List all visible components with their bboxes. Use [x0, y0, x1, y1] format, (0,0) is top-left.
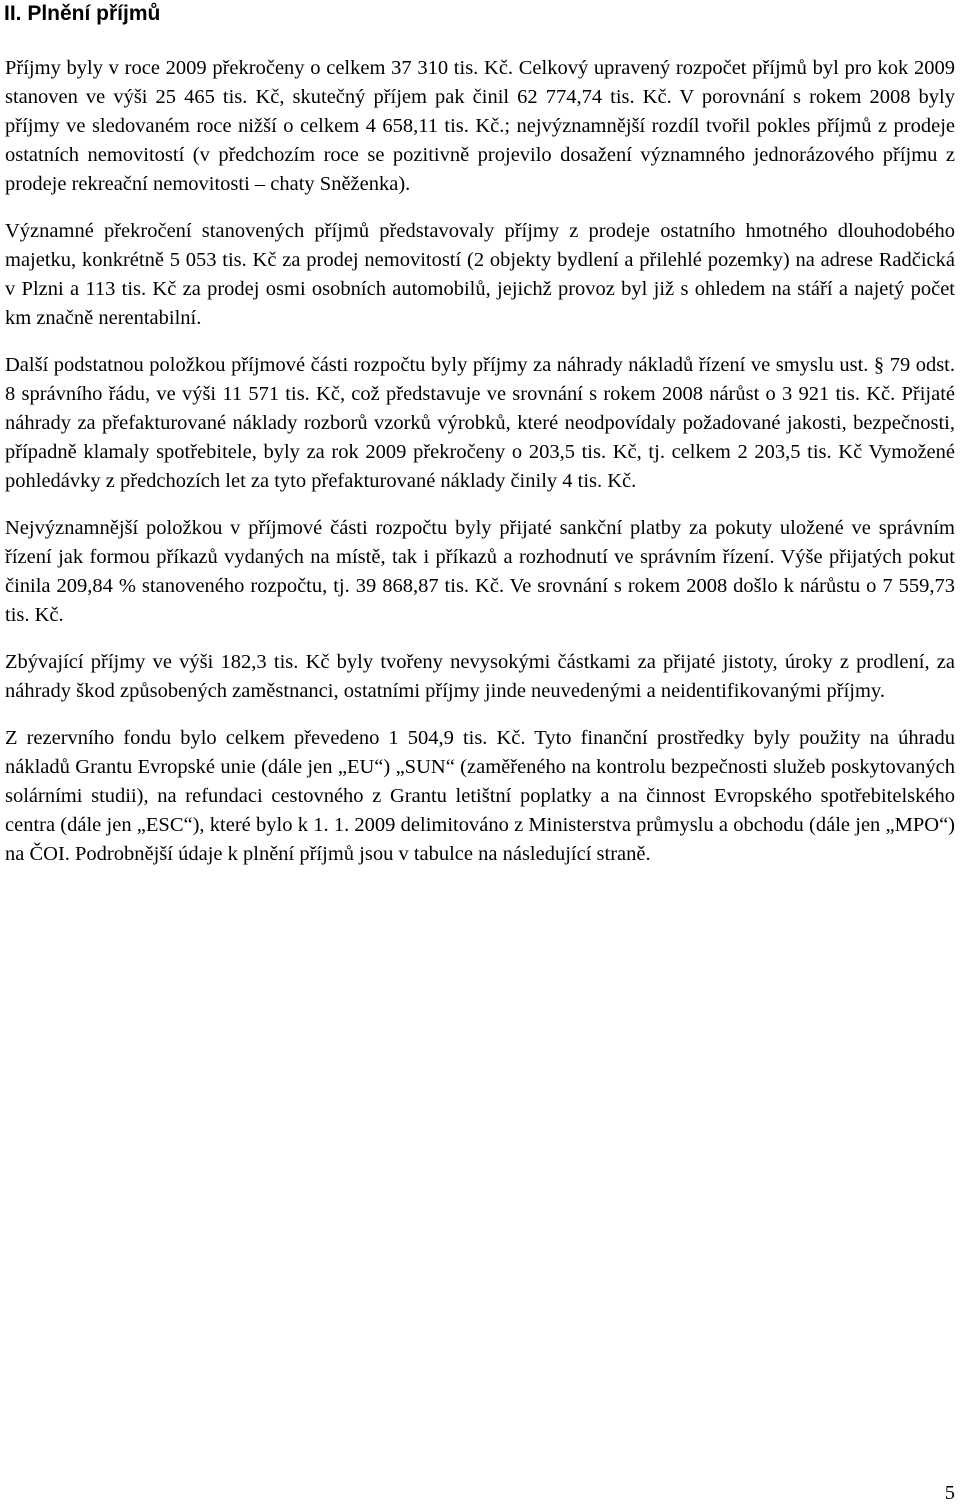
- paragraph-reserve-fund: Z rezervního fondu bylo celkem převedeno 1 504,9 tis. Kč. Tyto finanční prostředky byly použity na úhradu nákladů Grantu Evropské unie (dále jen „EU“) „SUN“ (zaměřeného na kontrolu bezpečnosti služeb poskytovaných solárními studii), na refundaci cestovného z Grantu letištní poplatky a na činnost Evropského spotřebitelského centra (dále jen „ESC“), které bylo k 1. 1. 2009 delimitováno z Ministerstva průmyslu a obchodu (dále jen „MPO“) na ČOI. Podrobnější údaje k plnění příjmů jsou v tabulce na následující straně.: [5, 727, 955, 865]
- paragraph-fines: Nejvýznamnější položkou v příjmové části rozpočtu byly přijaté sankční platby za pokuty uložené ve správním řízení jak formou příkazů vydaných na místě, tak i příkazů a rozhodnutí ve správním řízení. Výše přijatých pokut činila 209,84 % stanoveného rozpočtu, tj. 39 868,87 tis. Kč. Ve srovnání s rokem 2008 došlo k nárůstu o 7 559,73 tis. Kč.: [5, 517, 955, 626]
- paragraph-cost-reimbursements: Další podstatnou položkou příjmové části rozpočtu byly příjmy za náhrady nákladů řízení ve smyslu ust. § 79 odst. 8 správního řádu, ve výši 11 571 tis. Kč, což představuje ve srovnání s rokem 2008 nárůst o 3 921 tis. Kč. Přijaté náhrady za přefakturované náklady rozborů vzorků výrobků, které neodpovídaly požadované jakosti, bezpečnosti, případně klamaly spotřebitele, byly za rok 2009 překročeny o 203,5 tis. Kč, tj. celkem 2 203,5 tis. Kč Vymožené pohledávky z předchozích let za tyto přefakturované náklady činily 4 tis. Kč.: [5, 354, 955, 492]
- paragraph-income-overview: Příjmy byly v roce 2009 překročeny o celkem 37 310 tis. Kč. Celkový upravený rozpočet příjmů byl pro kok 2009 stanoven ve výši 25 465 tis. Kč, skutečný příjem pak činil 62 774,74 tis. Kč. V porovnání s rokem 2008 byly příjmy ve sledovaném roce nižší o celkem 4 658,11 tis. Kč.; nejvýznamnější rozdíl tvořil pokles příjmů z prodeje ostatních nemovitostí (v předchozím roce se pozitivně projevilo dosažení významného jednorázového příjmu z prodeje rekreační nemovitosti – chaty Sněženka).: [5, 57, 955, 195]
- paragraph-asset-sales: Významné překročení stanovených příjmů představovaly příjmy z prodeje ostatního hmotného dlouhodobého majetku, konkrétně 5 053 tis. Kč za prodej nemovitostí (2 objekty bydlení a přilehlé pozemky) na adrese Radčická v Plzni a 113 tis. Kč za prodej osmi osobních automobilů, jejichž provoz byl již s ohledem na stáří a najetý počet km značně nerentabilní.: [5, 220, 955, 329]
- body-text: [5, 54, 955, 887]
- page-number: 5: [944, 1482, 955, 1504]
- paragraph-other-income: Zbývající příjmy ve výši 182,3 tis. Kč byly tvořeny nevysokými částkami za přijaté jistoty, úroky z prodlení, za náhrady škod způsobených zaměstnanci, ostatními příjmy jinde neuvedenými a neidentifikovanými příjmy.: [5, 651, 955, 702]
- section-heading: II. Plnění příjmů: [4, 2, 161, 25]
